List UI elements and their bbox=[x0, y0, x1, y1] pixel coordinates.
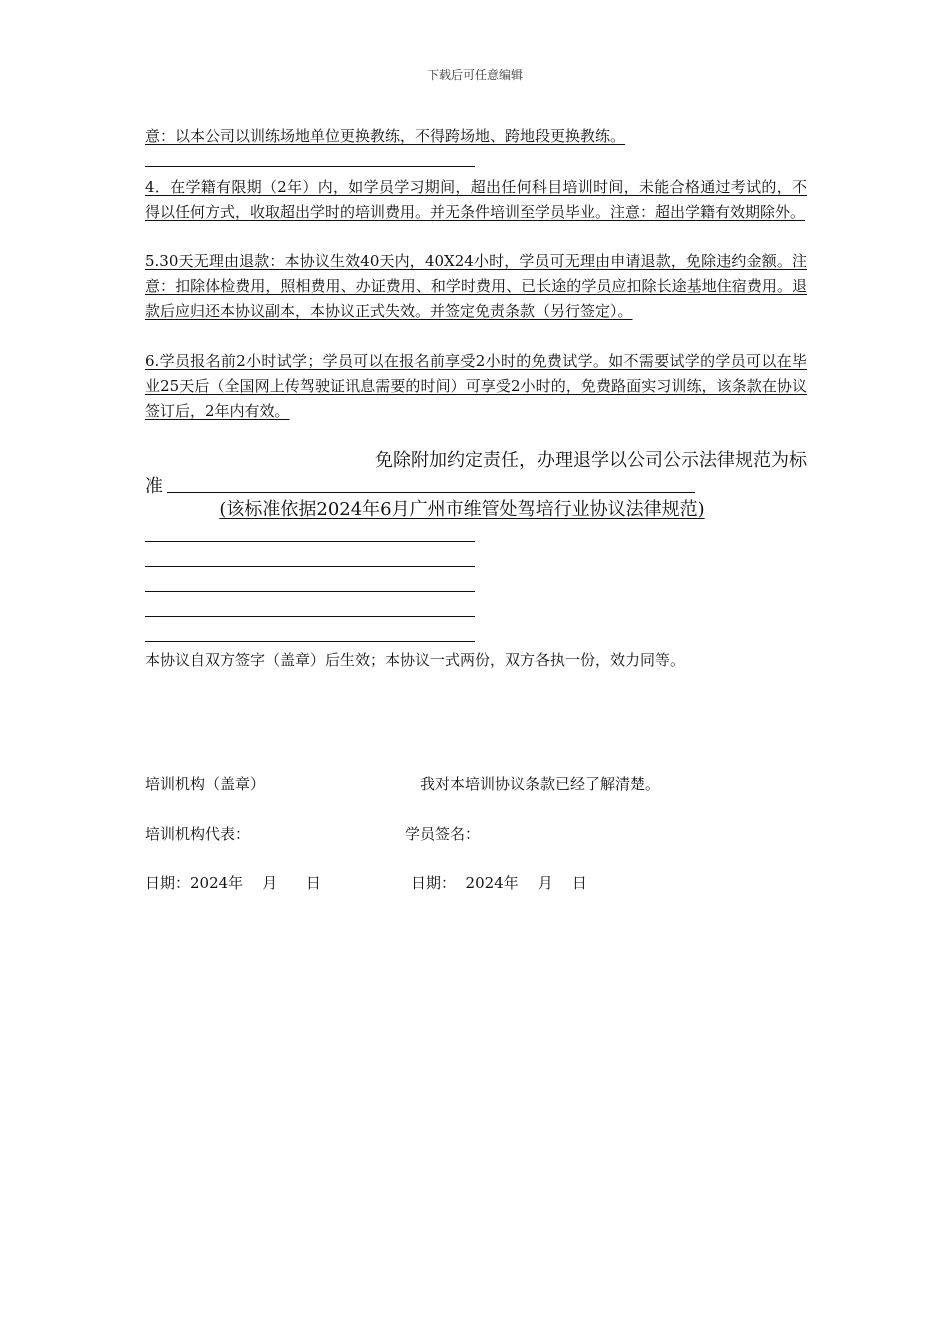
clause-4-text: 4．在学籍有限期（2年）内，如学员学习期间，超出任何科目培训时间，未能合格通过考试的，不得以任何方式，收取超出学时的培训费用。并无条件培训至学员毕业。注意：超出学籍有效期除外。 bbox=[145, 178, 807, 221]
exemption-line-2: 准 bbox=[145, 476, 163, 497]
blank-line bbox=[145, 566, 475, 567]
blank-line bbox=[145, 616, 475, 617]
effective-statement: 本协议自双方签字（盖章）后生效；本协议一式两份，双方各执一份，效力同等。 bbox=[145, 651, 686, 669]
venue-note-paragraph bbox=[145, 124, 807, 149]
exemption-basis-text: (该标准依据2024年6月广州市维管处驾培行业协议法律规范) bbox=[219, 499, 705, 520]
blank-line bbox=[145, 541, 475, 542]
org-representative-label: 培训机构代表： bbox=[145, 825, 251, 843]
student-date-line: 日期： 2024年 月 日 bbox=[411, 874, 587, 892]
blank-line bbox=[145, 641, 475, 642]
clause-6-paragraph bbox=[145, 349, 807, 424]
blank-line bbox=[145, 166, 475, 167]
clause-5-paragraph bbox=[145, 249, 807, 324]
clause-5-text: 5.30天无理由退款：本协议生效40天内，40X24小时，学员可无理由申请退款，免除违约金额。注意：扣除体检费用，照相费用、办证费用、和学时费用、已长途的学员应扣除长途基地住宿费用。退款后应归还本协议副本，本协议正式失效。并签定免责条款（另行签定）。 bbox=[145, 252, 807, 320]
exemption-line-1: 免除附加约定责任，办理退学以公司公示法律规范为标 bbox=[375, 450, 807, 471]
clause-4-paragraph bbox=[145, 175, 807, 225]
blank-line bbox=[145, 591, 475, 592]
clause-6-text: 6.学员报名前2小时试学；学员可以在报名前享受2小时的免费试学。如不需要试学的学员可以在毕业25天后（全国网上传驾驶证讯息需要的时间）可享受2小时的，免费路面实习训练，该条款在协议签订后，2年内有效。 bbox=[145, 352, 807, 420]
org-date-line: 日期：2024年 月 日 bbox=[145, 874, 321, 892]
exemption-basis bbox=[131, 497, 793, 523]
student-acknowledgement: 我对本培训协议条款已经了解清楚。 bbox=[420, 775, 661, 793]
student-signature-label: 学员签名： bbox=[405, 825, 481, 843]
org-seal-label: 培训机构（盖章） bbox=[145, 775, 266, 793]
venue-note-text: 意：以本公司以训练场地单位更换教练，不得跨场地、跨地段更换教练。 bbox=[145, 127, 626, 145]
exemption-underline bbox=[167, 492, 695, 493]
page-header: 下载后可任意编辑 bbox=[426, 68, 523, 82]
